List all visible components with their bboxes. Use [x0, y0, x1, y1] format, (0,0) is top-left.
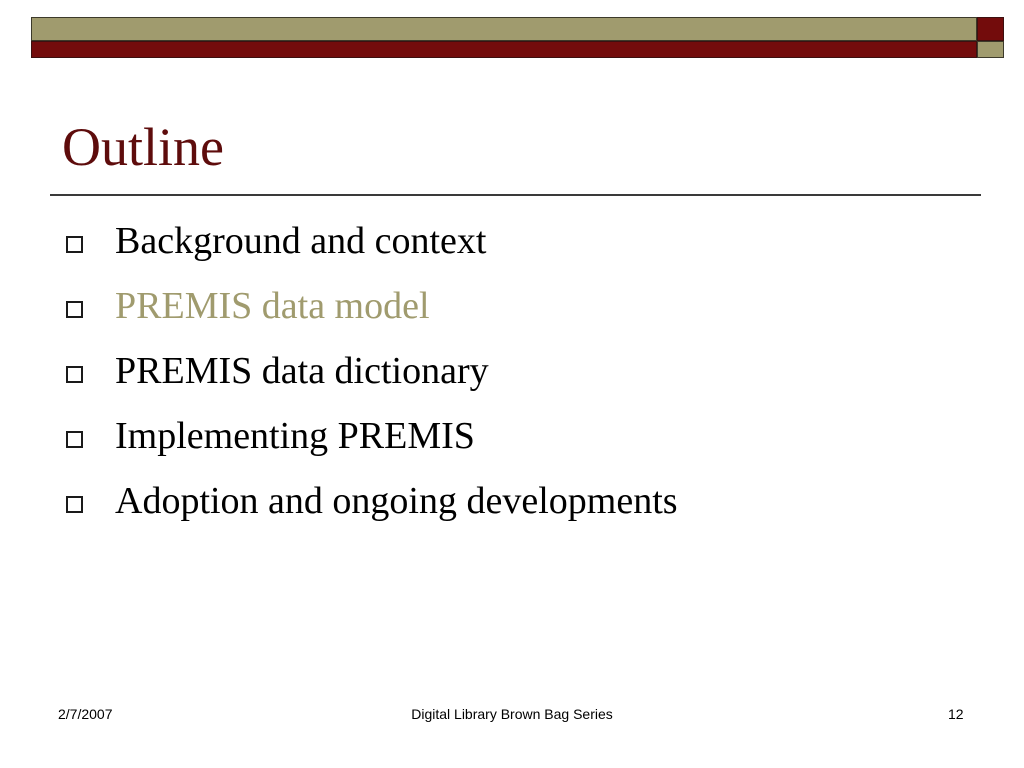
square-bullet-icon [66, 236, 83, 253]
footer-series-title: Digital Library Brown Bag Series [411, 706, 613, 722]
bullet-text: PREMIS data dictionary [115, 350, 489, 392]
header-corner-olive [977, 41, 1004, 58]
square-bullet-icon [66, 496, 83, 513]
slide-title: Outline [62, 117, 224, 177]
title-divider [50, 194, 981, 196]
header-bar-maroon [31, 41, 977, 58]
bullet-text: Implementing PREMIS [115, 415, 475, 457]
square-bullet-icon [66, 431, 83, 448]
bullet-text: PREMIS data model [115, 285, 430, 327]
header-corner-maroon [977, 17, 1004, 41]
square-bullet-icon [66, 301, 83, 318]
header-bar-olive [31, 17, 977, 41]
bullet-text: Background and context [115, 220, 487, 262]
footer-date: 2/7/2007 [58, 706, 113, 722]
bullet-text: Adoption and ongoing developments [115, 480, 678, 522]
footer-page-number: 12 [948, 706, 964, 722]
square-bullet-icon [66, 366, 83, 383]
